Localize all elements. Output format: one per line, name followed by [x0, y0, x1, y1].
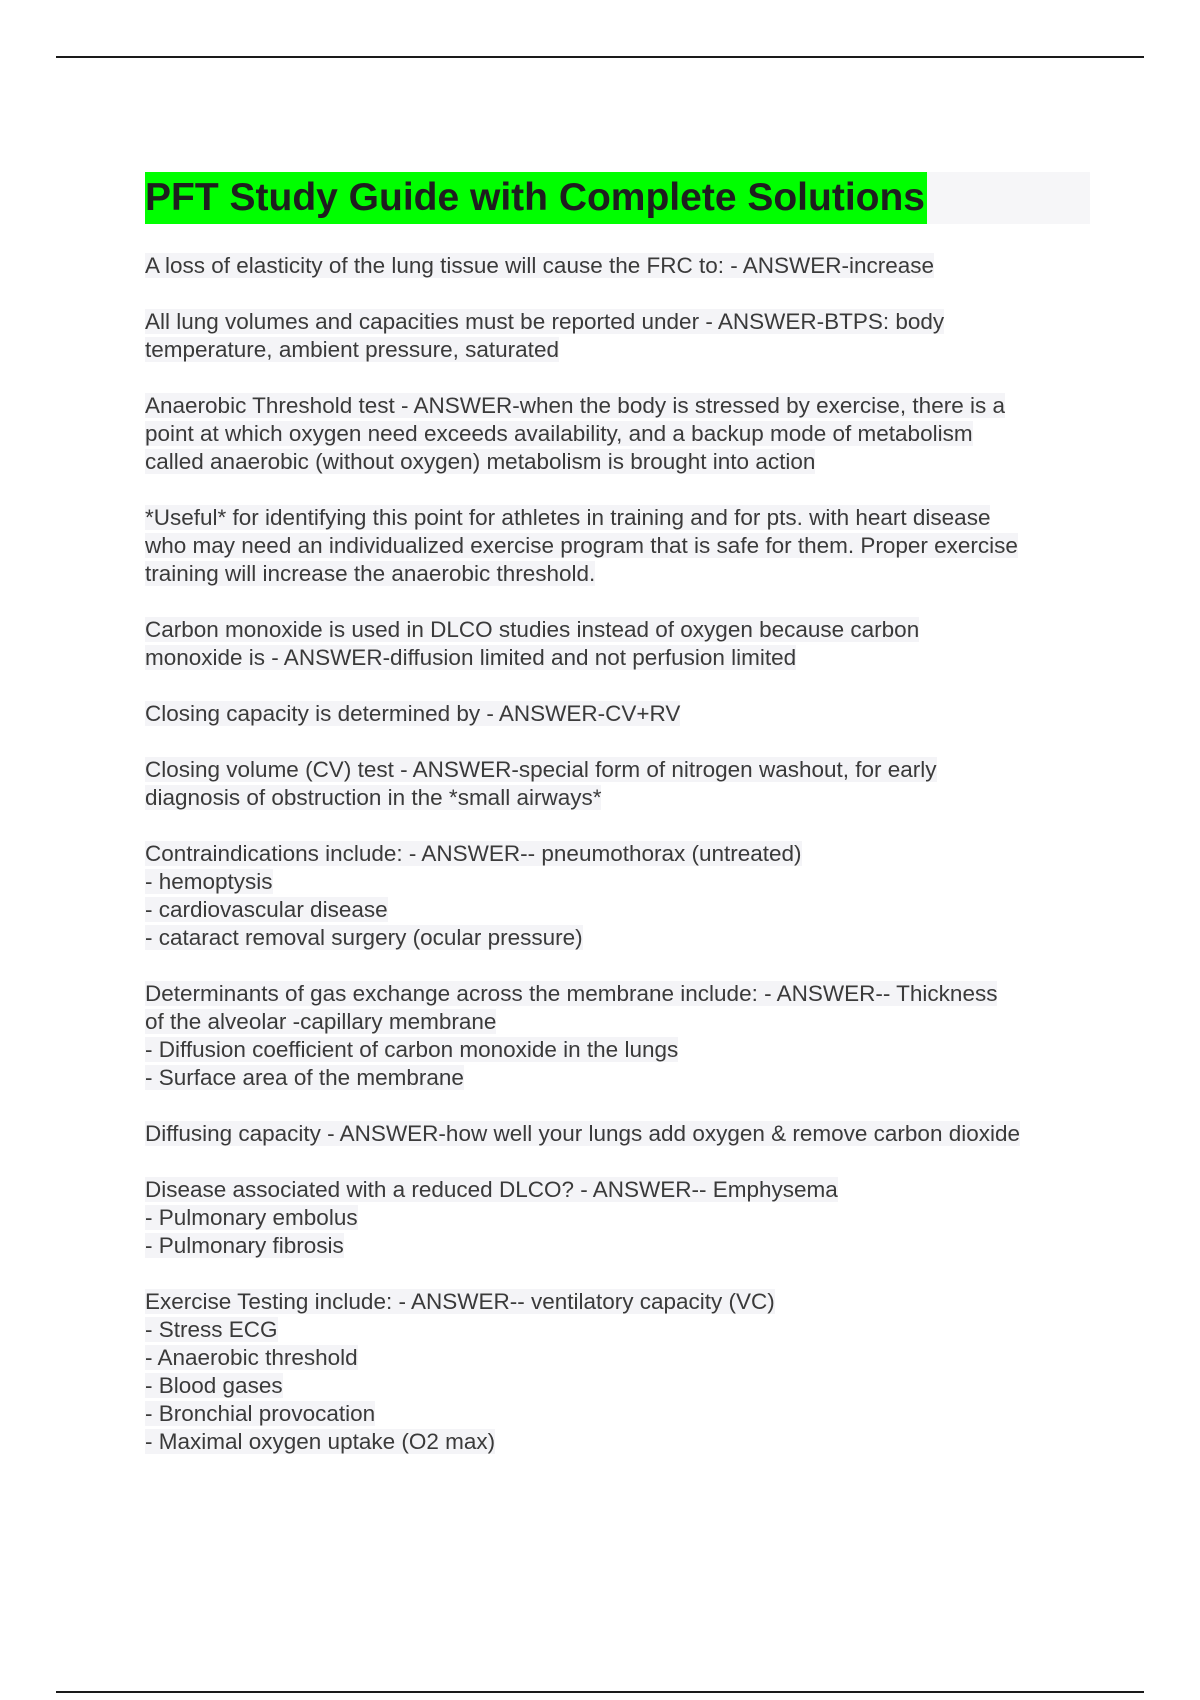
qa-line — [145, 1400, 1090, 1428]
qa-line-text: - Maximal oxygen uptake (O2 max) — [145, 1429, 496, 1454]
qa-line-text: All lung volumes and capacities must be reported under - ANSWER-BTPS: body — [145, 309, 945, 334]
title-band — [145, 172, 1090, 224]
qa-line — [145, 504, 1090, 532]
qa-line-text: - Stress ECG — [145, 1317, 278, 1342]
qa-line — [145, 420, 1090, 448]
qa-line — [145, 336, 1090, 364]
qa-entry — [145, 252, 1090, 280]
qa-line-text: Exercise Testing include: - ANSWER-- ventilatory capacity (VC) — [145, 1289, 775, 1314]
qa-line-text: Determinants of gas exchange across the membrane include: - ANSWER-- Thickness — [145, 981, 998, 1006]
qa-entry — [145, 1120, 1090, 1148]
qa-line — [145, 392, 1090, 420]
qa-line-text: Contraindications include: - ANSWER-- pneumothorax (untreated) — [145, 841, 802, 866]
qa-line — [145, 1428, 1090, 1456]
qa-line — [145, 644, 1090, 672]
qa-line — [145, 448, 1090, 476]
qa-line-text: - Blood gases — [145, 1373, 283, 1398]
qa-line-text: - Pulmonary fibrosis — [145, 1233, 344, 1258]
qa-line-text: Diffusing capacity - ANSWER-how well your lungs add oxygen & remove carbon dioxide — [145, 1121, 1021, 1146]
qa-line-text: - cataract removal surgery (ocular pressure) — [145, 925, 583, 950]
qa-line — [145, 980, 1090, 1008]
qa-entry — [145, 392, 1090, 476]
qa-line — [145, 1288, 1090, 1316]
document-body — [145, 172, 1090, 1484]
qa-line-text: of the alveolar -capillary membrane — [145, 1009, 497, 1034]
qa-line — [145, 1344, 1090, 1372]
qa-line-text: training will increase the anaerobic threshold. — [145, 561, 596, 586]
qa-entry — [145, 1288, 1090, 1456]
qa-line — [145, 784, 1090, 812]
qa-line-text: monoxide is - ANSWER-diffusion limited and not perfusion limited — [145, 645, 797, 670]
qa-entry — [145, 616, 1090, 672]
qa-line-text: - Anaerobic threshold — [145, 1345, 358, 1370]
qa-line — [145, 1008, 1090, 1036]
document-title: PFT Study Guide with Complete Solutions — [145, 172, 927, 224]
qa-line-text: Closing volume (CV) test - ANSWER-special form of nitrogen washout, for early — [145, 757, 937, 782]
qa-entry — [145, 308, 1090, 364]
qa-line-text: Closing capacity is determined by - ANSWER-CV+RV — [145, 701, 681, 726]
qa-line — [145, 1204, 1090, 1232]
qa-line — [145, 700, 1090, 728]
qa-line — [145, 616, 1090, 644]
qa-line — [145, 924, 1090, 952]
qa-line — [145, 1120, 1090, 1148]
qa-line-text: - Diffusion coefficient of carbon monoxide in the lungs — [145, 1037, 679, 1062]
qa-line — [145, 308, 1090, 336]
qa-line — [145, 1372, 1090, 1400]
qa-line-text: A loss of elasticity of the lung tissue will cause the FRC to: - ANSWER-increase — [145, 253, 935, 278]
qa-line-text: who may need an individualized exercise program that is safe for them. Proper exercise — [145, 533, 1018, 558]
qa-entry — [145, 840, 1090, 952]
qa-line — [145, 1064, 1090, 1092]
qa-line — [145, 868, 1090, 896]
qa-line — [145, 532, 1090, 560]
qa-line-text: called anaerobic (without oxygen) metabolism is brought into action — [145, 449, 816, 474]
qa-line — [145, 1176, 1090, 1204]
qa-line-text: Anaerobic Threshold test - ANSWER-when the body is stressed by exercise, there is a — [145, 393, 1005, 418]
footer-rule — [56, 1691, 1144, 1693]
qa-line-text: *Useful* for identifying this point for athletes in training and for pts. with heart disease — [145, 505, 991, 530]
qa-line — [145, 756, 1090, 784]
qa-line-text: - Pulmonary embolus — [145, 1205, 358, 1230]
qa-entry — [145, 756, 1090, 812]
qa-line-text: - hemoptysis — [145, 869, 273, 894]
qa-line-text: diagnosis of obstruction in the *small airways* — [145, 785, 602, 810]
qa-line — [145, 1232, 1090, 1260]
qa-entry — [145, 700, 1090, 728]
qa-line — [145, 252, 1090, 280]
qa-line — [145, 1036, 1090, 1064]
qa-entry — [145, 980, 1090, 1092]
qa-entry — [145, 504, 1090, 588]
qa-line-text: - Bronchial provocation — [145, 1401, 376, 1426]
qa-list — [145, 252, 1090, 1456]
header-rule — [56, 56, 1144, 58]
qa-line-text: temperature, ambient pressure, saturated — [145, 337, 559, 362]
qa-entry — [145, 1176, 1090, 1260]
qa-line-text: - Surface area of the membrane — [145, 1065, 464, 1090]
qa-line-text: - cardiovascular disease — [145, 897, 388, 922]
qa-line — [145, 896, 1090, 924]
qa-line-text: point at which oxygen need exceeds availability, and a backup mode of metabolism — [145, 421, 973, 446]
qa-line — [145, 1316, 1090, 1344]
qa-line — [145, 560, 1090, 588]
qa-line — [145, 840, 1090, 868]
qa-line-text: Carbon monoxide is used in DLCO studies instead of oxygen because carbon — [145, 617, 920, 642]
qa-line-text: Disease associated with a reduced DLCO? - ANSWER-- Emphysema — [145, 1177, 838, 1202]
